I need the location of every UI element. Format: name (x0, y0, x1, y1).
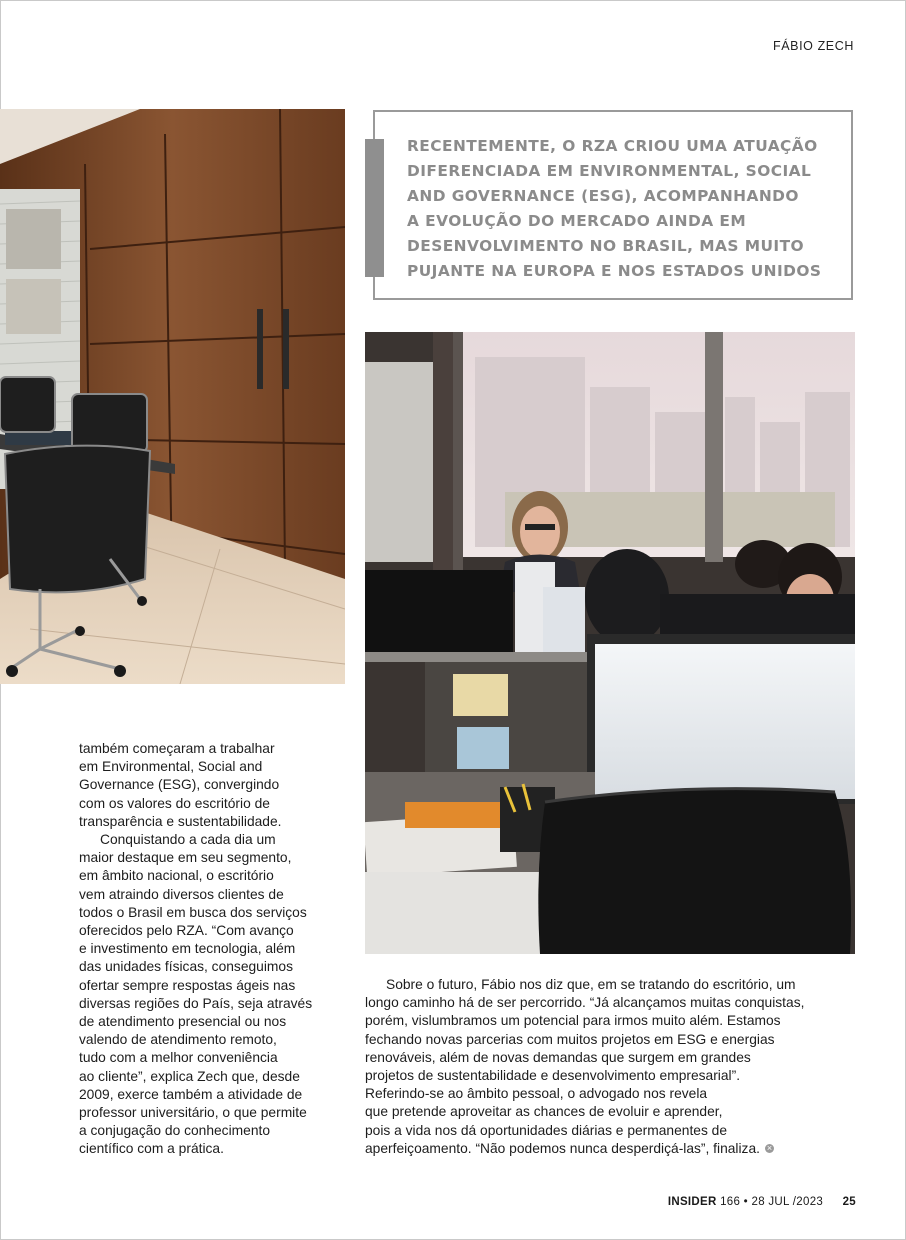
body-line: longo caminho há de ser percorrido. “Já alcançamos muitas conquistas, (365, 995, 805, 1011)
pull-quote-line: DIFERENCIADA EM ENVIRONMENTAL, SOCIAL (407, 162, 812, 180)
body-column-left (79, 740, 341, 1159)
body-line: professor universitário, o que permite (79, 1105, 307, 1121)
body-line: oferecidos pelo RZA. “Com avanço (79, 923, 294, 939)
body-line: que pretende aproveitar as chances de evoluir e aprender, (365, 1104, 723, 1120)
pull-quote-line: PUJANTE NA EUROPA E NOS ESTADOS UNIDOS (407, 262, 822, 280)
body-line: em Environmental, Social and (79, 759, 263, 775)
body-line: científico com a prática. (79, 1141, 224, 1157)
body-line: valendo de atendimento remoto, (79, 1032, 277, 1048)
pull-quote-bar (365, 139, 384, 277)
body-line: Governance (ESG), convergindo (79, 777, 280, 793)
page-number: 25 (842, 1196, 856, 1208)
body-line: e investimento em tecnologia, além (79, 941, 296, 957)
footer-brand: INSIDER (667, 1196, 717, 1208)
end-of-article-icon (765, 1144, 774, 1153)
body-line: de atendimento presencial ou nos (79, 1014, 287, 1030)
footer-issue: 166 • 28 JUL /2023 (720, 1196, 824, 1208)
body-line: Conquistando a cada dia um (100, 832, 276, 848)
body-line: renováveis, além de novas demandas que surgem em grandes (365, 1049, 751, 1065)
body-line: transparência e sustentabilidade. (79, 813, 282, 829)
pull-quote-line: RECENTEMENTE, O RZA CRIOU UMA ATUAÇÃO (407, 137, 818, 155)
body-line: porém, vislumbramos um potencial para irmos muito além. Estamos (365, 1013, 781, 1029)
pull-quote-text (407, 134, 837, 284)
body-line: ao cliente”, explica Zech que, desde (79, 1068, 300, 1084)
pull-quote-line: DESENVOLVIMENTO NO BRASIL, MAS MUITO (407, 237, 805, 255)
body-line: ofertar sempre respostas ágeis nas (79, 977, 296, 993)
body-line: Sobre o futuro, Fábio nos diz que, em se tratando do escritório, um (386, 977, 796, 992)
body-line: diversas regiões do País, seja através (79, 995, 313, 1011)
body-line: pois a vida nos dá oportunidades diárias e permanentes de (365, 1122, 728, 1138)
body-line: todos o Brasil em busca dos serviços (79, 904, 307, 920)
conference-room-photo (0, 109, 345, 684)
body-line: Referindo-se ao âmbito pessoal, o advogado nos revela (365, 1086, 708, 1102)
body-line: também começaram a trabalhar (79, 741, 275, 756)
body-line: das unidades físicas, conseguimos (79, 959, 293, 975)
page-footer (668, 1196, 856, 1208)
body-line: 2009, exerce também a atividade de (79, 1086, 303, 1102)
office-photo (365, 332, 855, 954)
author-header: FÁBIO ZECH (772, 39, 854, 53)
body-line: tudo com a melhor conveniência (79, 1050, 278, 1066)
body-line: em âmbito nacional, o escritório (79, 868, 274, 884)
body-line-last (365, 1140, 857, 1158)
body-line: vem atraindo diversos clientes de (79, 886, 284, 902)
body-line: com os valores do escritório de (79, 795, 270, 811)
body-line: a conjugação do conhecimento (79, 1123, 270, 1139)
body-line: fechando novas parcerias com muitos projetos em ESG e energias (365, 1031, 775, 1047)
body-line: projetos de sustentabilidade e desenvolvimento empresarial”. (365, 1068, 741, 1084)
body-line: maior destaque em seu segmento, (79, 850, 292, 866)
pull-quote-box (373, 110, 853, 300)
body-column-right (365, 976, 857, 1158)
pull-quote-line: AND GOVERNANCE (ESG), ACOMPANHANDO (407, 187, 799, 205)
body-line-last-text: aperfeiçoamento. “Não podemos nunca desperdiçá-las”, finaliza. (365, 1140, 760, 1156)
pull-quote-line: A EVOLUÇÃO DO MERCADO AINDA EM (407, 212, 747, 230)
